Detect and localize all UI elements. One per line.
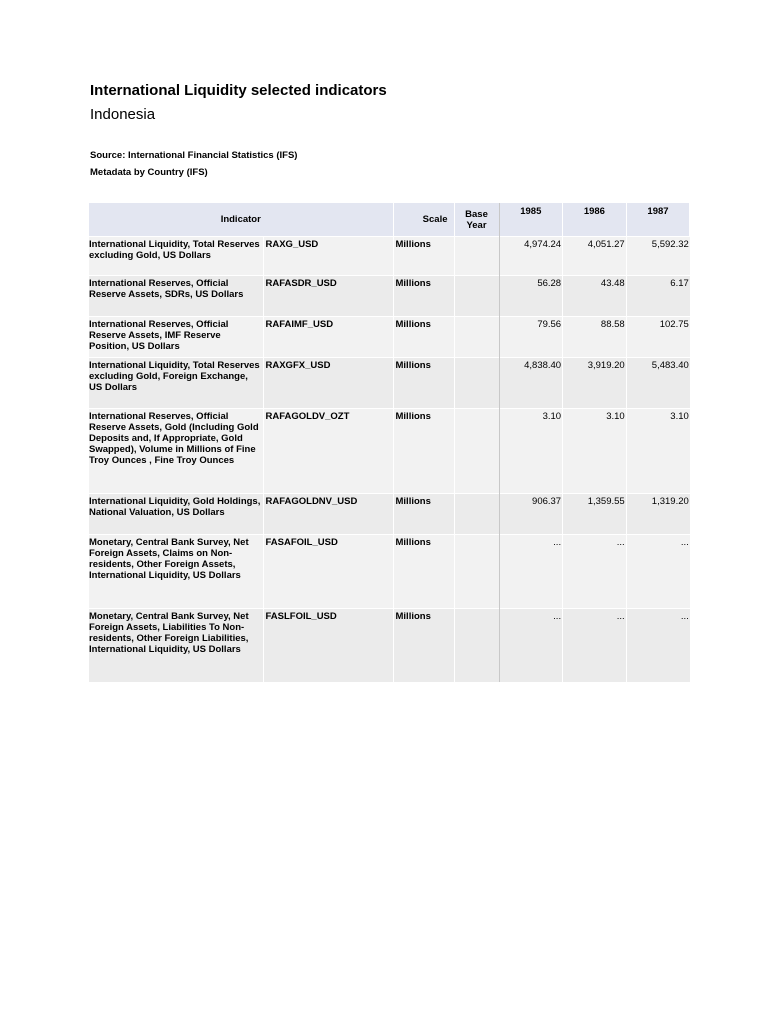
indicator-scale: Millions: [393, 609, 454, 683]
indicator-code: FASAFOIL_USD: [263, 535, 393, 609]
header-year-1987: 1987: [626, 203, 690, 237]
value-1986: 88.58: [563, 317, 627, 358]
table-row: [89, 535, 690, 609]
value-1987: 5,483.40: [626, 358, 690, 409]
header-year-1986: 1986: [563, 203, 627, 237]
metadata-line: Metadata by Country (IFS): [90, 167, 208, 178]
value-1986: ...: [563, 535, 627, 609]
indicator-name: International Reserves, Official Reserve Assets, Gold (Including Gold Deposits and, If Appropriate, Gold Swapped), Volume in Millions of Fine Troy Ounces , Fine Troy Ounces: [89, 409, 263, 494]
indicator-scale: Millions: [393, 494, 454, 535]
indicator-name: International Liquidity, Total Reserves excluding Gold, US Dollars: [89, 237, 263, 276]
indicator-base-year: [454, 276, 499, 317]
indicator-scale: Millions: [393, 535, 454, 609]
value-1987: ...: [626, 535, 690, 609]
value-1987: ...: [626, 609, 690, 683]
indicators-table: [89, 203, 690, 682]
indicator-code: RAFASDR_USD: [263, 276, 393, 317]
value-1987: 1,319.20: [626, 494, 690, 535]
value-1987: 3.10: [626, 409, 690, 494]
indicator-scale: Millions: [393, 358, 454, 409]
value-1986: ...: [563, 609, 627, 683]
value-1985: 4,838.40: [499, 358, 563, 409]
value-1986: 4,051.27: [563, 237, 627, 276]
page-title: International Liquidity selected indicators: [90, 82, 387, 99]
indicator-code: RAFAGOLDNV_USD: [263, 494, 393, 535]
indicator-name: International Reserves, Official Reserve Assets, SDRs, US Dollars: [89, 276, 263, 317]
header-indicator: Indicator: [89, 203, 393, 237]
table-row: [89, 494, 690, 535]
source-line: Source: International Financial Statistics (IFS): [90, 150, 298, 161]
header-year-1985: 1985: [499, 203, 563, 237]
value-1985: 4,974.24: [499, 237, 563, 276]
indicator-scale: Millions: [393, 276, 454, 317]
value-1985: 906.37: [499, 494, 563, 535]
value-1986: 3.10: [563, 409, 627, 494]
indicator-base-year: [454, 237, 499, 276]
indicator-code: RAXGFX_USD: [263, 358, 393, 409]
value-1986: 3,919.20: [563, 358, 627, 409]
indicator-code: RAFAGOLDV_OZT: [263, 409, 393, 494]
table-row: [89, 317, 690, 358]
indicator-base-year: [454, 535, 499, 609]
indicator-name: International Liquidity, Gold Holdings, National Valuation, US Dollars: [89, 494, 263, 535]
indicator-scale: Millions: [393, 237, 454, 276]
value-1985: 79.56: [499, 317, 563, 358]
value-1985: ...: [499, 535, 563, 609]
table-row: [89, 609, 690, 683]
value-1985: 3.10: [499, 409, 563, 494]
table-row: [89, 358, 690, 409]
header-scale: Scale: [393, 203, 454, 237]
value-1987: 6.17: [626, 276, 690, 317]
value-1986: 43.48: [563, 276, 627, 317]
country-name: Indonesia: [90, 106, 156, 123]
indicator-scale: Millions: [393, 409, 454, 494]
value-1985: 56.28: [499, 276, 563, 317]
value-1987: 5,592.32: [626, 237, 690, 276]
indicator-base-year: [454, 358, 499, 409]
indicator-base-year: [454, 609, 499, 683]
table-row: [89, 276, 690, 317]
indicator-code: RAXG_USD: [263, 237, 393, 276]
indicator-name: Monetary, Central Bank Survey, Net Foreign Assets, Claims on Non-residents, Other Foreign Assets, International Liquidity, US Dollars: [89, 535, 263, 609]
header-base-year: Base Year: [454, 203, 499, 237]
indicator-base-year: [454, 409, 499, 494]
indicator-code: FASLFOIL_USD: [263, 609, 393, 683]
indicator-base-year: [454, 494, 499, 535]
indicator-name: International Reserves, Official Reserve Assets, IMF Reserve Position, US Dollars: [89, 317, 263, 358]
value-1986: 1,359.55: [563, 494, 627, 535]
table-row: [89, 409, 690, 494]
indicator-code: RAFAIMF_USD: [263, 317, 393, 358]
indicator-name: Monetary, Central Bank Survey, Net Foreign Assets, Liabilities To Non-residents, Other Foreign Liabilities, International Liquidity, US Dollars: [89, 609, 263, 683]
value-1987: 102.75: [626, 317, 690, 358]
indicator-name: International Liquidity, Total Reserves excluding Gold, Foreign Exchange, US Dollars: [89, 358, 263, 409]
table-header-row: [89, 203, 690, 237]
indicator-scale: Millions: [393, 317, 454, 358]
table-row: [89, 237, 690, 276]
indicator-base-year: [454, 317, 499, 358]
value-1985: ...: [499, 609, 563, 683]
